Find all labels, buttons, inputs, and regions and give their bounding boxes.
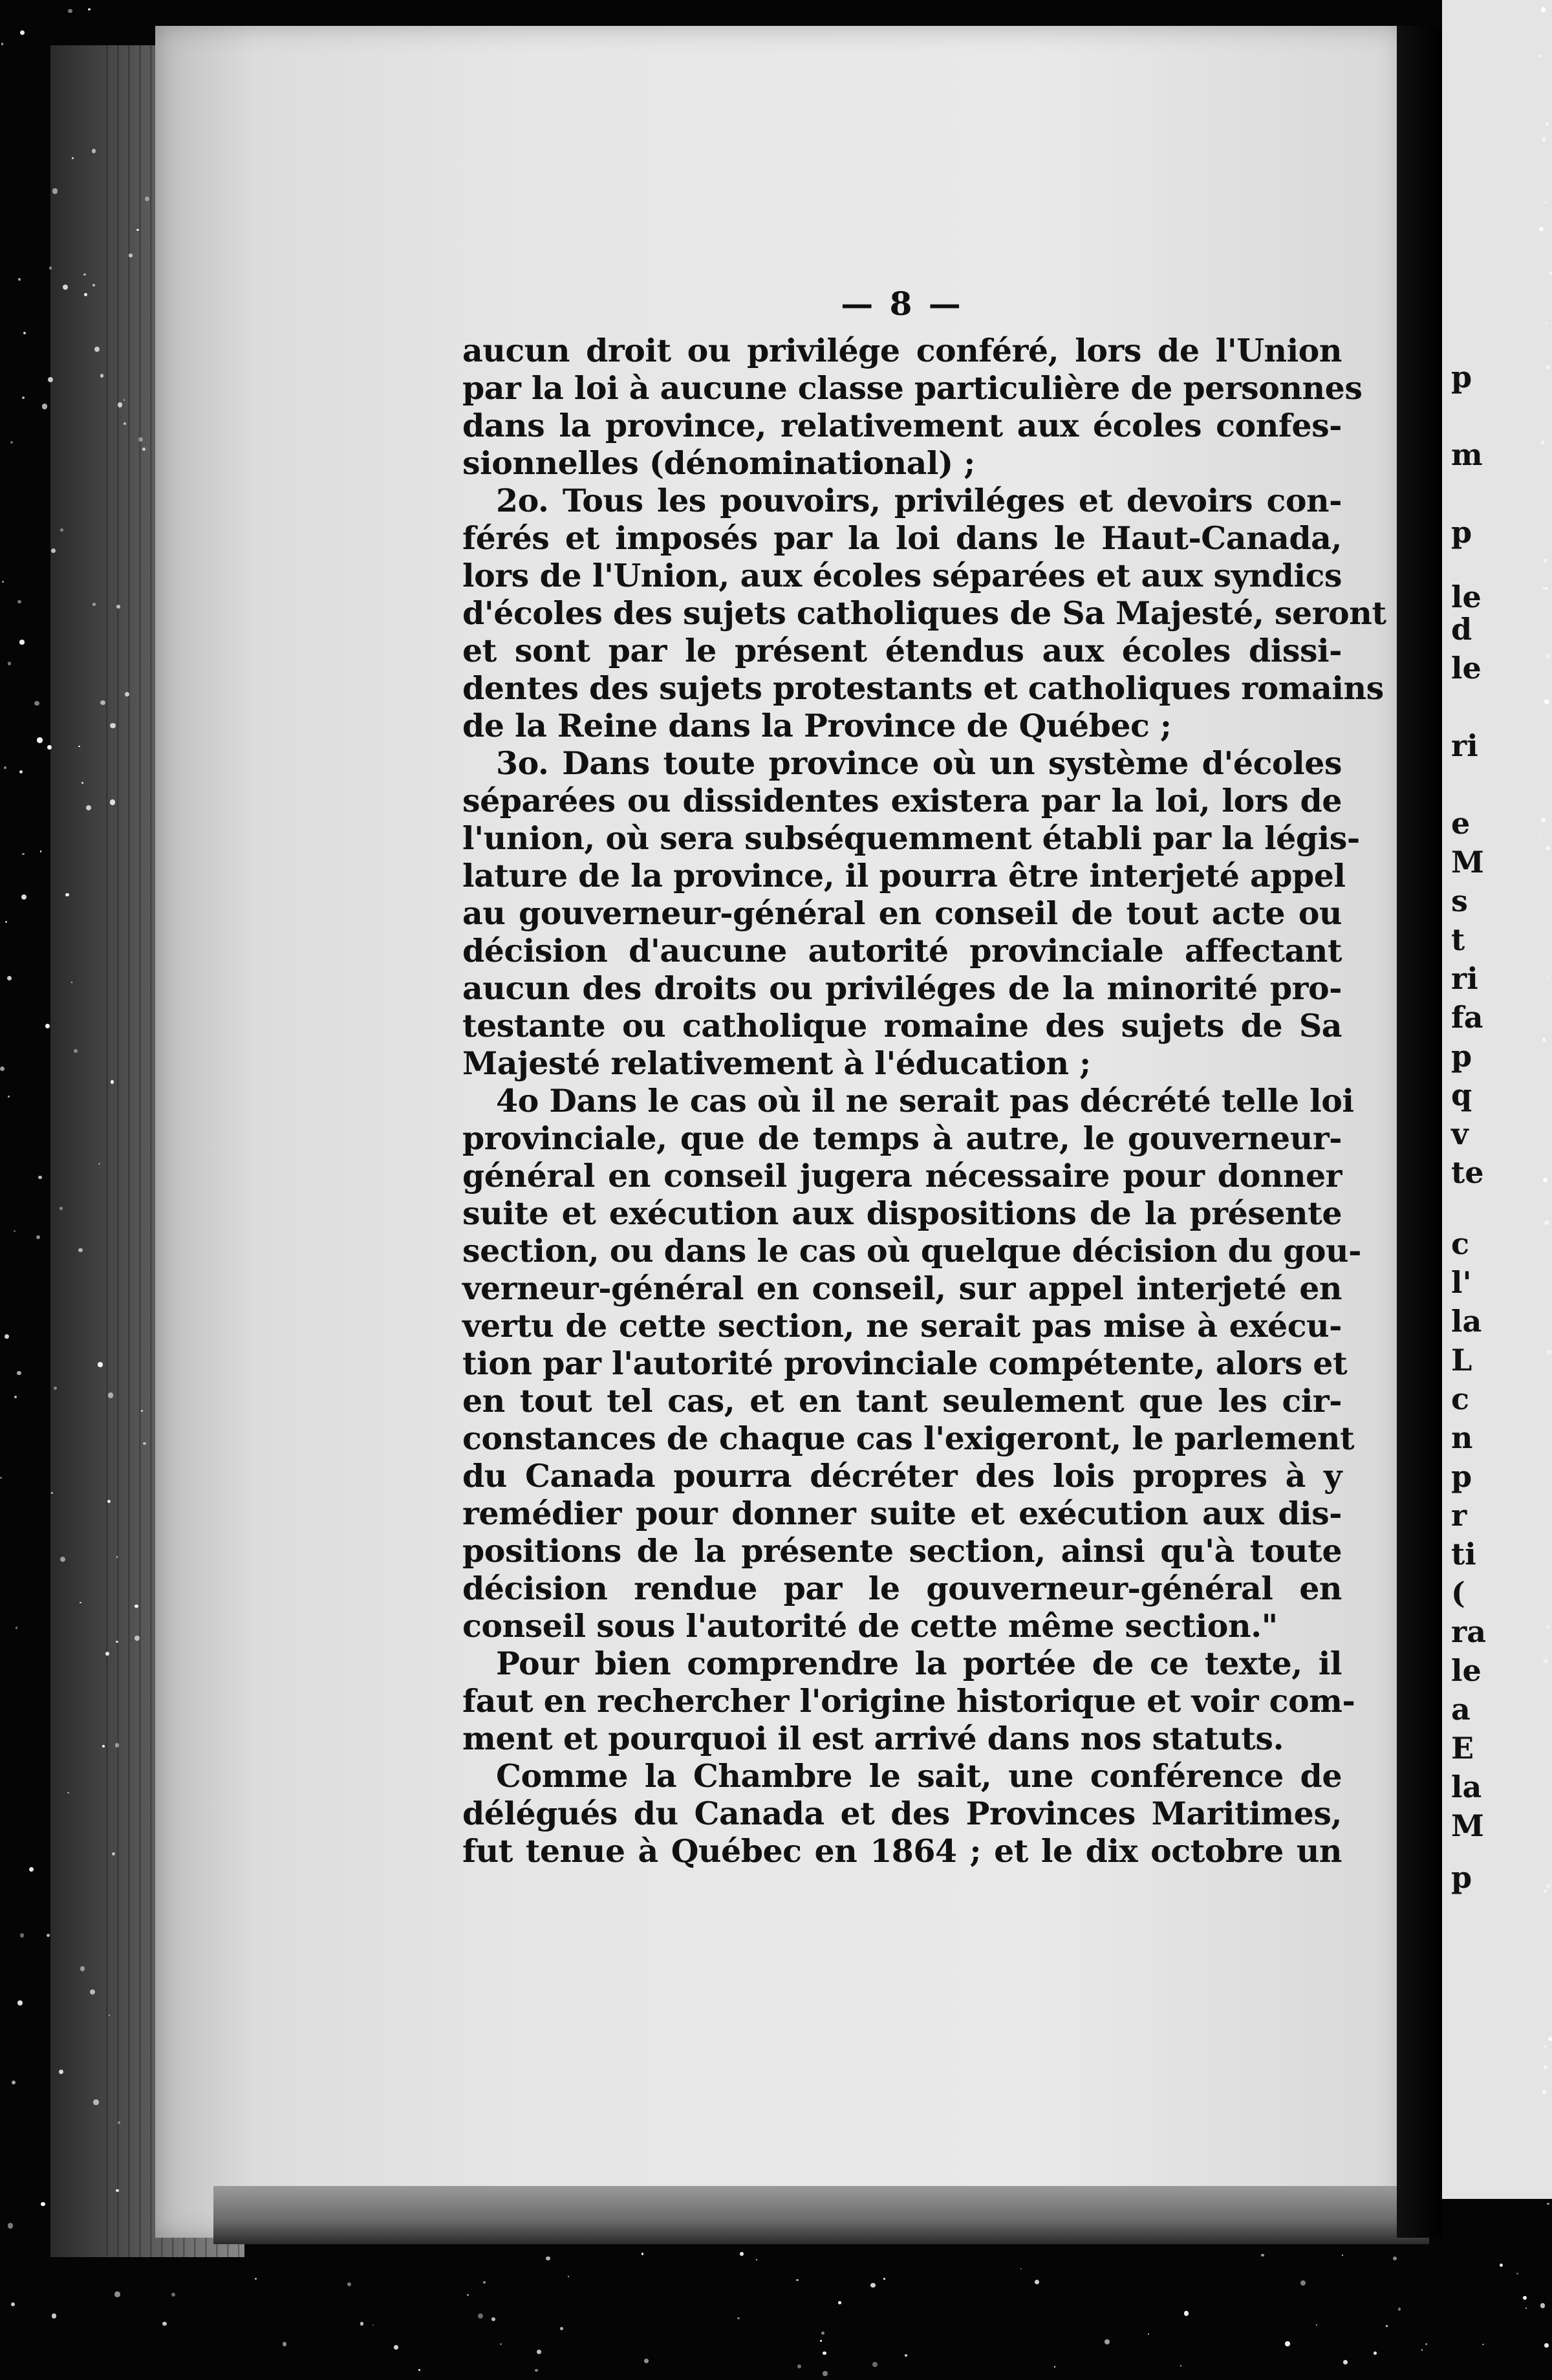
noise-speck: [1261, 2254, 1264, 2257]
noise-speck: [17, 2000, 23, 2006]
text-line: Comme la Chambre le sait, une conférence de: [496, 1757, 1342, 1795]
noise-speck: [86, 805, 91, 810]
facing-page-fragment: t: [1451, 922, 1465, 957]
text-line: vertu de cette section, ne serait pas mise à exécu-: [462, 1307, 1342, 1345]
noise-speck: [125, 692, 129, 697]
text-line: dentes des sujets protestants et catholiques romains: [462, 669, 1384, 707]
noise-speck: [0, 1066, 5, 1071]
noise-speck: [45, 1024, 50, 1028]
facing-page-fragment: a: [1451, 1692, 1471, 1727]
text-line: tion par l'autorité provinciale compétente, alors et: [462, 1345, 1348, 1382]
facing-page-fragment: te: [1451, 1155, 1484, 1190]
noise-speck: [1516, 2273, 1518, 2275]
facing-page-fragment: E: [1451, 1731, 1474, 1766]
noise-speck: [1184, 2311, 1189, 2316]
facing-page-fragment: q: [1451, 1077, 1472, 1112]
noise-speck: [60, 528, 63, 532]
noise-speck: [1544, 2065, 1547, 2069]
text-line: séparées ou dissidentes existera par la loi, lors de: [462, 782, 1342, 819]
noise-speck: [38, 1176, 42, 1180]
text-line: général en conseil jugera nécessaire pour donner: [462, 1157, 1342, 1195]
noise-speck: [102, 1745, 105, 1747]
text-line: au gouverneur-général en conseil de tout acte ou: [462, 894, 1342, 932]
page-number: — 8 —: [841, 285, 964, 323]
noise-speck: [142, 448, 146, 451]
noise-speck: [4, 766, 7, 770]
noise-speck: [1500, 2264, 1503, 2267]
noise-speck: [418, 2369, 420, 2371]
noise-speck: [1285, 2341, 1290, 2346]
text-line: 4o Dans le cas où il ne serait pas décrété telle loi: [496, 1082, 1354, 1120]
text-line: décision d'aucune autorité provinciale affectant: [462, 932, 1342, 969]
noise-speck: [1549, 272, 1552, 275]
noise-speck: [1, 43, 3, 45]
noise-speck: [1544, 2343, 1548, 2347]
text-line: 2o. Tous les pouvoirs, priviléges et devoirs con-: [496, 482, 1342, 519]
noise-speck: [483, 2281, 486, 2284]
noise-speck: [1544, 1040, 1546, 1043]
noise-speck: [92, 603, 96, 606]
noise-speck: [111, 1080, 114, 1084]
noise-speck: [283, 2342, 286, 2346]
facing-page-fragment: l': [1451, 1265, 1472, 1300]
noise-speck: [114, 2291, 120, 2297]
text-line: décision rendue par le gouverneur-général en: [462, 1570, 1342, 1607]
text-line: délégués du Canada et des Provinces Maritimes,: [462, 1795, 1342, 1832]
noise-speck: [143, 1442, 146, 1445]
noise-speck: [500, 2343, 502, 2345]
noise-speck: [83, 274, 86, 276]
noise-speck: [1148, 2333, 1149, 2335]
noise-speck: [1546, 365, 1550, 369]
noise-speck: [135, 1636, 140, 1641]
text-line: Pour bien comprendre la portée de ce texte, il: [496, 1645, 1342, 1682]
noise-speck: [171, 2293, 175, 2297]
noise-speck: [1020, 2268, 1022, 2269]
facing-page-fragment: le: [1451, 1653, 1482, 1688]
noise-speck: [568, 2276, 569, 2277]
noise-speck: [22, 396, 25, 399]
facing-page-fragment: ra: [1451, 1614, 1487, 1649]
text-line: section, ou dans le cas où quelque décision du gou-: [462, 1232, 1361, 1270]
facing-page-fragment: ri: [1451, 728, 1478, 763]
noise-speck: [100, 700, 105, 706]
text-line: positions de la présente section, ainsi qu'à toute: [462, 1532, 1342, 1570]
facing-page-fragment: e: [1451, 806, 1471, 841]
noise-speck: [797, 2364, 801, 2368]
noise-speck: [641, 2253, 644, 2255]
facing-page-fragment: r: [1451, 1498, 1467, 1533]
facing-page-fragment: L: [1451, 1343, 1472, 1378]
noise-speck: [347, 2282, 351, 2286]
text-line: ment et pourquoi il est arrivé dans nos statuts.: [462, 1720, 1284, 1757]
noise-speck: [8, 1096, 10, 1098]
noise-speck: [17, 1371, 21, 1375]
noise-speck: [8, 662, 11, 665]
text-line: faut en rechercher l'origine historique et voir com-: [462, 1682, 1355, 1720]
noise-speck: [8, 2223, 14, 2229]
noise-speck: [1316, 2324, 1317, 2326]
text-line: remédier pour donner suite et exécution aux dis-: [462, 1495, 1342, 1532]
noise-speck: [905, 2354, 907, 2357]
noise-speck: [36, 1235, 40, 1239]
noise-speck: [59, 1207, 62, 1209]
noise-speck: [129, 254, 132, 257]
noise-speck: [1421, 2349, 1423, 2350]
noise-speck: [40, 850, 42, 852]
noise-speck: [537, 2350, 541, 2354]
noise-speck: [21, 894, 27, 900]
noise-speck: [34, 701, 39, 706]
noise-speck: [1540, 2303, 1546, 2308]
facing-page-fragment: p: [1451, 1459, 1472, 1494]
facing-page-fragment: M: [1451, 1808, 1484, 1843]
text-line: Majesté relativement à l'éducation ;: [462, 1044, 1091, 1082]
text-line: suite et exécution aux dispositions de la présente: [462, 1195, 1342, 1232]
noise-speck: [1342, 2255, 1343, 2256]
text-line: aucun des droits ou priviléges de la minorité pro-: [462, 969, 1342, 1007]
noise-speck: [1546, 654, 1550, 658]
facing-page-fragment: M: [1451, 845, 1484, 880]
noise-speck: [37, 737, 42, 742]
noise-speck: [1545, 587, 1547, 590]
noise-speck: [116, 1641, 118, 1643]
text-line: sionnelles (dénominational) ;: [462, 444, 975, 482]
noise-speck: [14, 1396, 17, 1398]
text-line: constances de chaque cas l'exigeront, le parlement: [462, 1420, 1355, 1457]
noise-speck: [1544, 2045, 1547, 2048]
facing-page-fragment: fa: [1451, 1000, 1483, 1035]
noise-speck: [1374, 2352, 1376, 2354]
noise-speck: [870, 2283, 875, 2288]
noise-speck: [47, 1934, 50, 1937]
noise-speck: [796, 2279, 798, 2281]
noise-speck: [116, 1556, 118, 1558]
noise-speck: [1425, 2343, 1427, 2345]
text-line: d'écoles des sujets catholiques de Sa Majesté, seront: [462, 594, 1386, 632]
noise-speck: [108, 1392, 114, 1398]
book-gutter: [1397, 26, 1442, 2238]
noise-speck: [12, 2081, 16, 2084]
facing-page-fragment: v: [1451, 1116, 1469, 1151]
noise-speck: [1300, 2280, 1306, 2286]
noise-speck: [1393, 2256, 1397, 2260]
noise-speck: [94, 347, 100, 352]
facing-page-fragment: le: [1451, 651, 1482, 686]
noise-speck: [394, 2345, 398, 2350]
noise-speck: [20, 1933, 25, 1938]
facing-page-fragment: p: [1451, 1860, 1472, 1895]
noise-speck: [41, 2202, 45, 2206]
noise-speck: [2, 581, 4, 583]
noise-speck: [11, 2302, 15, 2306]
noise-speck: [18, 278, 20, 280]
text-line: et sont par le présent étendus aux écoles dissi-: [462, 632, 1342, 669]
noise-speck: [107, 1500, 111, 1503]
facing-page-fragment: p: [1451, 1039, 1472, 1074]
noise-speck: [78, 746, 80, 747]
text-line: de la Reine dans la Province de Québec ;: [462, 707, 1172, 744]
noise-speck: [1541, 817, 1546, 822]
noise-speck: [1482, 2344, 1484, 2346]
facing-page-fragment: ri: [1451, 961, 1478, 996]
noise-speck: [135, 1605, 138, 1608]
noise-speck: [821, 2331, 824, 2335]
noise-speck: [52, 188, 58, 193]
facing-page-fragment: (: [1451, 1575, 1465, 1610]
noise-speck: [52, 2313, 57, 2319]
noise-speck: [1523, 2296, 1527, 2300]
noise-speck: [92, 284, 95, 287]
noise-speck: [1548, 2037, 1552, 2041]
text-line: conseil sous l'autorité de cette même section.": [462, 1607, 1278, 1645]
text-line: testante ou catholique romaine des sujets de Sa: [462, 1007, 1342, 1044]
noise-speck: [29, 1867, 34, 1872]
facing-page-fragment: s: [1451, 883, 1468, 918]
noise-speck: [1180, 2365, 1181, 2366]
noise-speck: [467, 2294, 469, 2296]
noise-speck: [1540, 835, 1542, 837]
text-line: fut tenue à Québec en 1864 ; et le dix octobre un: [462, 1832, 1342, 1870]
facing-page-fragment: ti: [1451, 1537, 1476, 1572]
noise-speck: [1539, 227, 1543, 231]
noise-speck: [1544, 699, 1549, 704]
text-line: dans la province, relativement aux écoles confes-: [462, 407, 1342, 444]
facing-page-fragment: p: [1451, 515, 1472, 550]
noise-speck: [16, 1627, 17, 1628]
noise-speck: [92, 149, 96, 153]
noise-speck: [71, 982, 72, 983]
noise-speck: [49, 266, 52, 269]
noise-speck: [42, 404, 48, 409]
noise-speck: [1547, 975, 1549, 977]
noise-speck: [1547, 2203, 1549, 2205]
noise-speck: [98, 1163, 100, 1165]
noise-speck: [1398, 2308, 1401, 2310]
noise-speck: [74, 1049, 78, 1053]
noise-speck: [872, 2362, 878, 2367]
noise-speck: [560, 2327, 563, 2330]
text-line: provinciale, que de temps à autre, le gouverneur-: [462, 1120, 1342, 1157]
facing-page-fragment: la: [1451, 1304, 1482, 1339]
facing-page-fragment: p: [1451, 360, 1472, 395]
noise-speck: [60, 1557, 65, 1562]
facing-page-fragment: la: [1451, 1769, 1482, 1804]
noise-speck: [1544, 1220, 1549, 1225]
noise-speck: [546, 2256, 550, 2261]
noise-speck: [22, 853, 25, 856]
text-line: férés et imposés par la loi dans le Haut-Canada,: [462, 519, 1342, 557]
noise-speck: [1542, 587, 1545, 589]
noise-speck: [162, 2322, 167, 2326]
noise-speck: [65, 893, 69, 897]
text-line: lature de la province, il pourra être interjeté appel: [462, 857, 1346, 894]
noise-speck: [1541, 7, 1546, 12]
noise-speck: [255, 2278, 257, 2280]
noise-speck: [136, 229, 138, 231]
noise-speck: [823, 2352, 826, 2355]
page-text-block: [462, 285, 1386, 1870]
noise-speck: [756, 2259, 758, 2261]
noise-speck: [20, 30, 25, 35]
noise-speck: [1343, 2360, 1348, 2364]
noise-speck: [78, 1248, 82, 1252]
text-line: du Canada pourra décréter des lois propres à y: [462, 1457, 1342, 1495]
noise-speck: [68, 9, 72, 13]
facing-page-fragment: c: [1451, 1226, 1470, 1261]
text-line: lors de l'Union, aux écoles séparées et aux syndics: [462, 557, 1342, 594]
facing-page-fragment: n: [1451, 1420, 1473, 1455]
noise-speck: [883, 2278, 885, 2280]
facing-page-fragment: le: [1451, 579, 1482, 614]
noise-speck: [54, 1387, 57, 1390]
noise-speck: [10, 441, 13, 444]
noise-speck: [823, 2371, 827, 2375]
noise-speck: [17, 600, 21, 603]
noise-speck: [491, 2317, 495, 2321]
noise-speck: [372, 2324, 374, 2326]
noise-speck: [109, 2015, 110, 2016]
page-bottom-edge: [213, 2186, 1429, 2244]
facing-page-fragment: c: [1451, 1381, 1470, 1416]
facing-page-fragment: m: [1451, 437, 1483, 472]
text-line: verneur-général en conseil, sur appel interjeté en: [462, 1270, 1342, 1307]
noise-speck: [110, 723, 115, 728]
noise-speck: [1546, 1350, 1551, 1355]
noise-speck: [740, 2252, 743, 2255]
noise-speck: [1541, 440, 1545, 444]
noise-speck: [1035, 2280, 1039, 2284]
noise-speck: [360, 2322, 363, 2325]
noise-speck: [644, 2359, 648, 2363]
noise-speck: [1386, 2325, 1388, 2327]
noise-speck: [19, 770, 23, 774]
noise-speck: [124, 399, 125, 400]
noise-speck: [820, 2340, 823, 2342]
noise-speck: [23, 332, 26, 334]
text-line: par la loi à aucune classe particulière de personnes: [462, 369, 1363, 407]
noise-speck: [7, 976, 12, 980]
noise-speck: [478, 2313, 483, 2319]
noise-speck: [838, 2301, 841, 2304]
text-line: aucun droit ou privilége conféré, lors de l'Union: [462, 332, 1342, 369]
noise-speck: [88, 8, 91, 11]
facing-page: [1442, 0, 1552, 2199]
page-body: [462, 332, 1386, 1870]
noise-speck: [535, 2369, 538, 2372]
noise-speck: [14, 1230, 16, 1233]
noise-speck: [5, 1334, 9, 1339]
noise-speck: [19, 640, 24, 644]
facing-page-fragment: d: [1451, 612, 1472, 647]
noise-speck: [1054, 2366, 1056, 2368]
noise-speck: [0, 1477, 2, 1479]
text-line: en tout tel cas, et en tant seulement que les cir-: [462, 1382, 1342, 1420]
noise-speck: [737, 2317, 739, 2319]
noise-speck: [1525, 2308, 1527, 2309]
noise-speck: [72, 157, 74, 159]
noise-speck: [98, 1362, 102, 1367]
text-line: l'union, où sera subséquemment établi par la légis-: [462, 819, 1360, 857]
noise-speck: [93, 2099, 99, 2105]
noise-speck: [5, 921, 7, 923]
noise-speck: [1105, 2339, 1109, 2344]
text-line: 3o. Dans toute province où un système d'écoles: [496, 744, 1342, 782]
noise-speck: [1539, 55, 1542, 58]
